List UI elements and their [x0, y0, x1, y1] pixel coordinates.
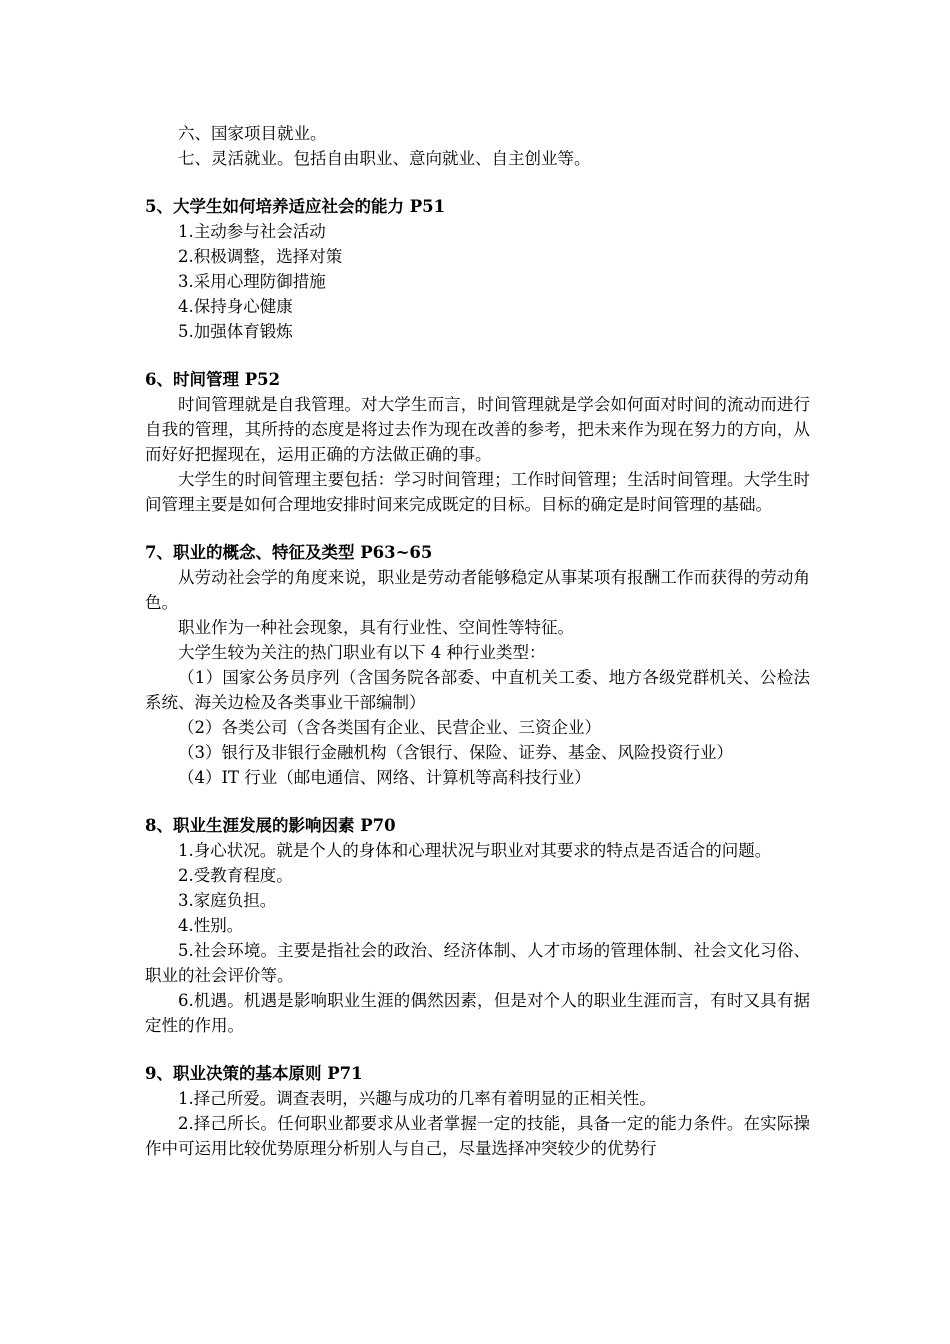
intro-line-7: 七、灵活就业。包括自由职业、意向就业、自主创业等。 — [178, 149, 591, 168]
spacer — [145, 517, 810, 540]
list-item: 2.择己所长。任何职业都要求从业者掌握一定的技能，具备一定的能力条件。在实际操作中可运用比较优势原理分析别人与自己，尽量选择冲突较少的优势行 — [145, 1114, 810, 1158]
paragraph: 从劳动社会学的角度来说，职业是劳动者能够稳定从事某项有报酬工作而获得的劳动角色。 — [145, 568, 810, 612]
spacer — [145, 1038, 810, 1061]
spacer — [145, 790, 810, 813]
section-9 — [145, 1061, 810, 1161]
paragraph: 职业作为一种社会现象，具有行业性、空间性等特征。 — [178, 618, 574, 637]
list-item: 6.机遇。机遇是影响职业生涯的偶然因素，但是对个人的职业生涯而言，有时又具有据定性的作用。 — [145, 991, 810, 1035]
list-item: 1.身心状况。就是个人的身体和心理状况与职业对其要求的特点是否适合的问题。 — [178, 841, 772, 860]
spacer — [145, 171, 810, 194]
section-heading: 9、职业决策的基本原则 P71 — [145, 1064, 363, 1083]
list-item: 2.积极调整，选择对策 — [178, 247, 343, 266]
paragraph: 时间管理就是自我管理。对大学生而言，时间管理就是学会如何面对时间的流动而进行自我的管理，其所持的态度是将过去作为现在改善的参考，把未来作为现在努力的方向，从而好好把握现在，运用正确的方法做正确的事。 — [145, 395, 810, 464]
list-item: 5.社会环境。主要是指社会的政治、经济体制、人才市场的管理体制、社会文化习俗、职业的社会评价等。 — [145, 941, 810, 985]
list-item: （3）银行及非银行金融机构（含银行、保险、证券、基金、风险投资行业） — [178, 743, 733, 762]
document-page — [145, 121, 810, 1161]
paragraph: 大学生较为关注的热门职业有以下 4 种行业类型： — [178, 643, 546, 662]
section-7 — [145, 540, 810, 790]
list-item: （1）国家公务员序列（含国务院各部委、中直机关工委、地方各级党群机关、公检法系统、海关边检及各类事业干部编制） — [145, 668, 810, 712]
section-heading: 5、大学生如何培养适应社会的能力 P51 — [145, 197, 446, 216]
section-8 — [145, 813, 810, 1038]
section-heading: 6、时间管理 P52 — [145, 370, 281, 389]
section-6 — [145, 367, 810, 517]
list-item: （2）各类公司（含各类国有企业、民营企业、三资企业） — [178, 718, 601, 737]
list-item: 2.受教育程度。 — [178, 866, 293, 885]
list-item: 4.性别。 — [178, 916, 244, 935]
list-item: 4.保持身心健康 — [178, 297, 293, 316]
list-item: 1.择己所爱。调查表明，兴趣与成功的几率有着明显的正相关性。 — [178, 1089, 656, 1108]
list-item: 5.加强体育锻炼 — [178, 322, 293, 341]
section-5 — [145, 194, 810, 344]
list-item: 3.家庭负担。 — [178, 891, 277, 910]
spacer — [145, 344, 810, 367]
list-item: 3.采用心理防御措施 — [178, 272, 326, 291]
intro-line-6: 六、国家项目就业。 — [178, 124, 327, 143]
paragraph: 大学生的时间管理主要包括：学习时间管理；工作时间管理；生活时间管理。大学生时间管理主要是如何合理地安排时间来完成既定的目标。目标的确定是时间管理的基础。 — [145, 470, 810, 514]
list-item: 1.主动参与社会活动 — [178, 222, 326, 241]
list-item: （4）IT 行业（邮电通信、网络、计算机等高科技行业） — [178, 768, 591, 787]
section-heading: 8、职业生涯发展的影响因素 P70 — [145, 816, 396, 835]
section-heading: 7、职业的概念、特征及类型 P63~65 — [145, 543, 433, 562]
